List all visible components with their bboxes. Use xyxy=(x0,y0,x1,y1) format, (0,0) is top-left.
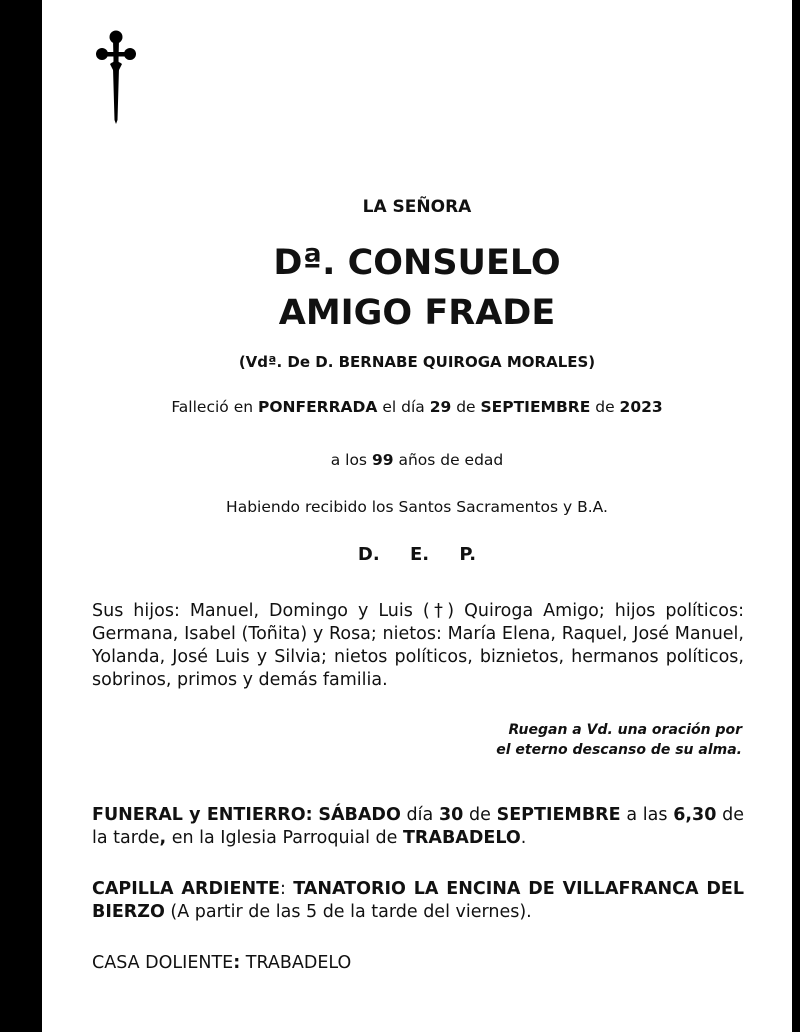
name-line-1: Dª. CONSUELO xyxy=(273,243,561,283)
funeral-month: SEPTIEMBRE xyxy=(496,805,621,825)
capilla-info: CAPILLA ARDIENTE: TANATORIO LA ENCINA DE VILLAFRANCA DEL BIERZO (A partir de las 5 de la tarde del viernes). xyxy=(92,879,744,922)
death-day: 29 xyxy=(429,398,452,416)
spouse-note: (Vdª. De D. BERNABE QUIROGA MORALES) xyxy=(238,353,596,371)
family-paragraph: Sus hijos: Manuel, Domingo y Luis (†) Quiroga Amigo; hijos políticos: Germana, Isabel (Toñita) y Rosa; nietos: María Elena, Raquel, José Manuel, Yolanda, José Luis y Silvia; nietos políticos, biznietos, hermanos políticos, sobrinos, primos y demás familia. xyxy=(92,601,744,690)
dep-text: D. E. P. xyxy=(357,544,477,565)
intro-title: LA SEÑORA xyxy=(362,197,472,217)
funeral-info: FUNERAL y ENTIERRO: SÁBADO día 30 de SEPTIEMBRE a las 6,30 de la tarde, en la Iglesia Parroquial de TRABADELO. xyxy=(92,805,744,848)
funeral-day-name: SÁBADO xyxy=(318,805,401,825)
casa-doliente-info: CASA DOLIENTE: TRABADELO xyxy=(92,953,352,973)
funeral-day: 30 xyxy=(438,805,464,825)
capilla-place: TANATORIO LA ENCINA DE VILLAFRANCA DEL BIERZO xyxy=(92,879,744,922)
age-info: a los 99 años de edad xyxy=(330,451,504,469)
capilla-label: CAPILLA ARDIENTE xyxy=(92,879,280,899)
santiago-cross-icon xyxy=(96,28,136,124)
age-years: 99 xyxy=(371,451,394,469)
prayer-note xyxy=(400,720,742,760)
funeral-label: FUNERAL y ENTIERRO: xyxy=(92,805,313,825)
death-place: PONFERRADA xyxy=(257,398,378,416)
funeral-place: TRABADELO xyxy=(403,828,521,848)
prayer-line-1: Ruegan a Vd. una oración por xyxy=(508,722,742,738)
deceased-name xyxy=(42,238,792,338)
funeral-time: 6,30 xyxy=(673,805,717,825)
sacraments-note: Habiendo recibido los Santos Sacramentos y B.A. xyxy=(226,498,608,516)
casa-place: TRABADELO xyxy=(240,953,352,973)
death-month: SEPTIEMBRE xyxy=(480,398,591,416)
death-info: Falleció en PONFERRADA el día 29 de SEPTIEMBRE de 2023 xyxy=(171,398,663,416)
casa-label: CASA DOLIENTE xyxy=(92,953,234,973)
name-line-2: AMIGO FRADE xyxy=(278,293,556,333)
death-year: 2023 xyxy=(619,398,663,416)
prayer-line-2: el eterno descanso de su alma. xyxy=(496,742,742,758)
